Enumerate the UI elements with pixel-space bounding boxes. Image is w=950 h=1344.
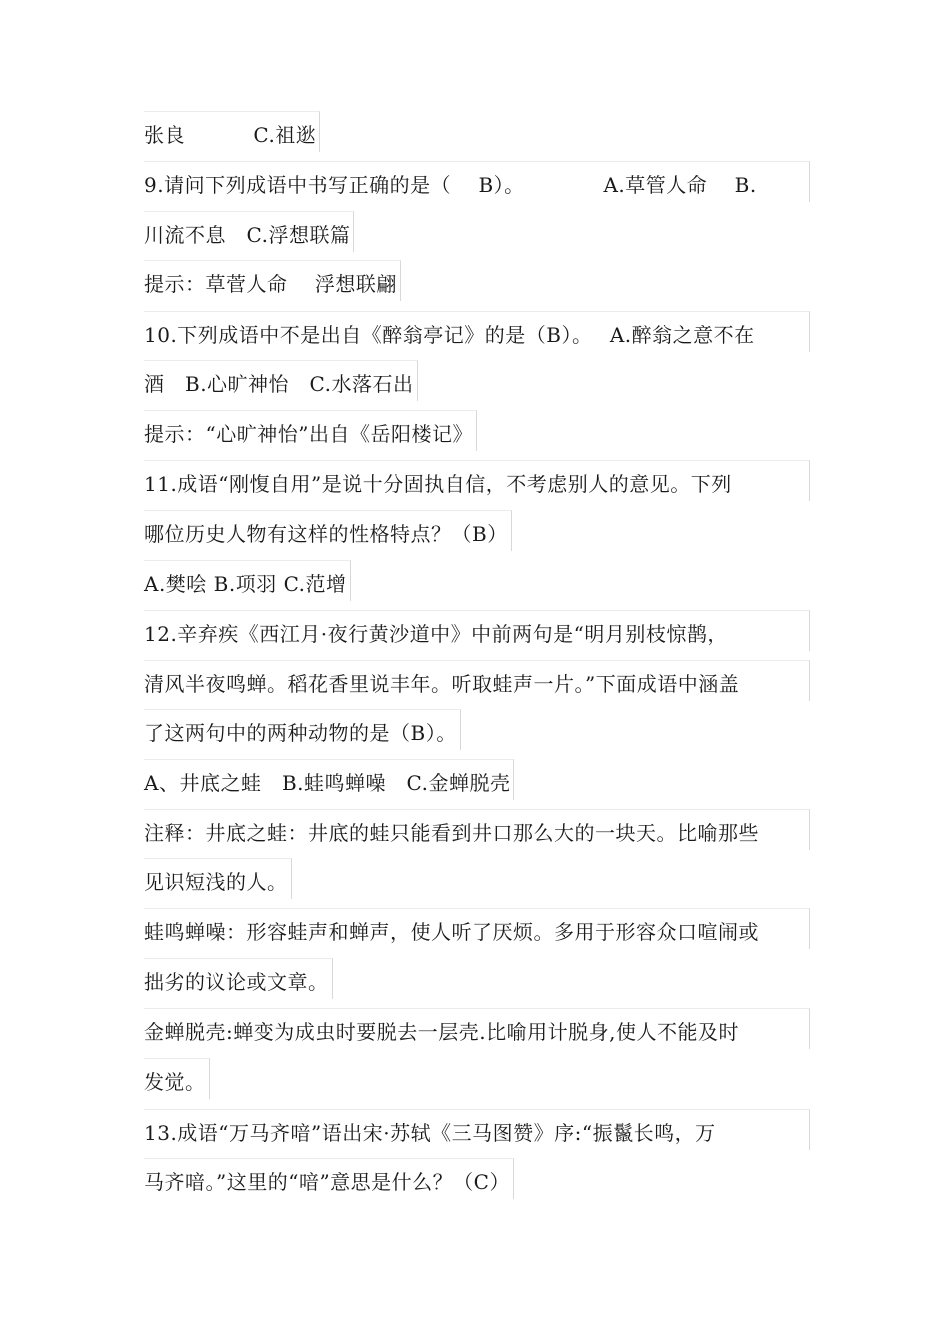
question-10: 10.下列成语中不是出自《醉翁亭记》的是（B）。 A.醉翁之意不在 [144,319,806,351]
text-line-1: 张良 C.祖逖 [144,119,316,151]
question-9-options: 川流不息 C.浮想联篇 [144,219,350,251]
question-11: 11.成语“刚愎自用”是说十分固执自信，不考虑别人的意见。下列 [144,468,806,500]
question-13: 13.成语“万马齐喑”语出宋·苏轼《三马图赞》序:“振鬣长鸣，万 [144,1117,806,1149]
question-11-cont: 哪位历史人物有这样的性格特点？（B） [144,518,508,550]
question-12-options: A、井底之蛙 B.蛙鸣蝉噪 C.金蝉脱壳 [144,767,510,799]
note-3-cont: 发觉。 [144,1066,206,1098]
question-12-cont-2: 了这两句中的两种动物的是（B）。 [144,717,457,749]
note-2: 蛙鸣蝉噪：形容蛙声和蝉声，使人听了厌烦。多用于形容众口喧闹或 [144,916,806,948]
question-12: 12.辛弃疾《西江月·夜行黄沙道中》中前两句是“明月别枝惊鹊， [144,618,806,650]
question-9-hint: 提示：草菅人命 浮想联翩 [144,268,397,300]
note-2-cont: 拙劣的议论或文章。 [144,966,329,998]
question-13-cont: 马齐喑。”这里的“喑”意思是什么？（C） [144,1166,510,1198]
note-1: 注释：井底之蛙：井底的蛙只能看到井口那么大的一块天。比喻那些 [144,817,806,849]
note-3: 金蝉脱壳:蝉变为成虫时要脱去一层壳.比喻用计脱身,使人不能及时 [144,1016,806,1048]
question-9: 9.请问下列成语中书写正确的是（ B）。 A.草管人命 B. [144,169,806,201]
question-11-options: A.樊哙 B.项羽 C.范增 [144,568,347,600]
question-10-hint: 提示：“心旷神怡”出自《岳阳楼记》 [144,418,473,450]
note-1-cont: 见识短浅的人。 [144,866,288,898]
question-10-options: 酒 B.心旷神怡 C.水落石出 [144,368,414,400]
question-12-cont: 清风半夜鸣蝉。稻花香里说丰年。听取蛙声一片。”下面成语中涵盖 [144,668,806,700]
